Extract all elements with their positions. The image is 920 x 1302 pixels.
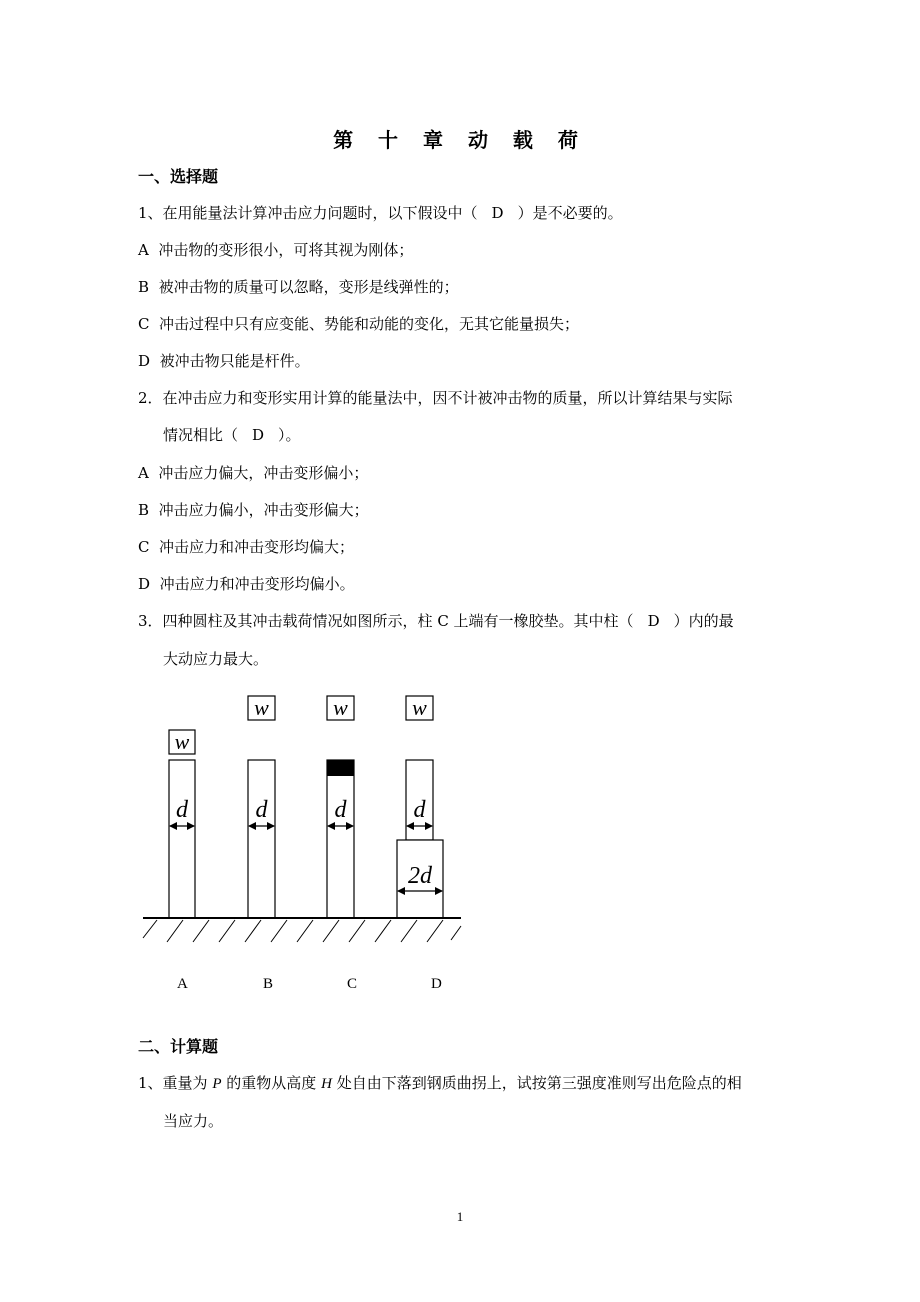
calc-question-1-line2: 当应力。: [163, 1112, 224, 1130]
section-heading-calculation: 二、计算题: [138, 1037, 219, 1056]
column-b: [248, 695, 275, 918]
question-2-pre: 情况相比（: [163, 426, 239, 444]
weight-label-b: w: [254, 695, 269, 720]
calc-q1-mid: 的重物从高度: [226, 1074, 317, 1092]
question-1-pre: 1、在用能量法计算冲击应力问题时，以下假设中（: [138, 204, 478, 222]
question-1-post: ）是不必要的。: [517, 204, 623, 222]
question-2-post: ）。: [278, 426, 301, 444]
question-1: [138, 203, 623, 223]
q1-option-a-letter: A: [138, 241, 149, 259]
question-1-answer: D: [491, 204, 504, 222]
q1-option-d: [138, 351, 310, 371]
q1-option-d-text: 被冲击物只能是杆件。: [159, 352, 310, 370]
weight-label-d: w: [412, 695, 427, 720]
impact-columns-figure: [135, 688, 465, 948]
page-number: 1: [456, 1209, 464, 1224]
calc-question-1-line1: [138, 1073, 742, 1094]
calc-q1-var-p: P: [212, 1076, 222, 1092]
diameter-label-a: d: [176, 797, 188, 823]
q1-option-b: [138, 277, 459, 297]
q1-option-c-text: 冲击过程中只有应变能、势能和动能的变化，无其它能量损失；: [159, 315, 580, 333]
column-d: [397, 695, 443, 918]
q2-option-a: [138, 463, 368, 483]
rubber-pad-c: [327, 760, 354, 776]
q2-option-c-text: 冲击应力和冲击变形均偏大；: [159, 538, 355, 556]
column-label-d: D: [431, 976, 442, 992]
q2-option-c-letter: C: [138, 538, 150, 556]
q2-option-a-text: 冲击应力偏大，冲击变形偏小；: [158, 464, 369, 482]
column-a: [169, 729, 195, 918]
column-label-a: A: [177, 976, 188, 992]
q2-option-b-text: 冲击应力偏小，冲击变形偏大；: [158, 501, 369, 519]
question-3-pre: 3．四种圆柱及其冲击载荷情况如图所示，柱 C 上端有一橡胶垫。其中柱（: [138, 612, 634, 630]
question-2-line1: 2．在冲击应力和变形实用计算的能量法中，因不计被冲击物的质量，所以计算结果与实际: [138, 389, 733, 407]
q1-option-a: [138, 240, 413, 260]
q1-option-c-letter: C: [138, 315, 150, 333]
question-2-answer: D: [252, 426, 265, 444]
calc-q1-post: 处自由下落到钢质曲拐上，试按第三强度准则写出危险点的相: [336, 1074, 742, 1092]
calc-q1-pre: 1、重量为: [138, 1074, 208, 1092]
q1-option-b-text: 被冲击物的质量可以忽略，变形是线弹性的；: [158, 278, 459, 296]
q1-option-c: [138, 314, 579, 334]
diameter-label-d: d: [413, 797, 426, 823]
q1-option-a-text: 冲击物的变形很小，可将其视为刚体；: [158, 241, 414, 259]
column-body-c: [327, 760, 354, 918]
question-2-line2: [163, 425, 301, 445]
weight-label-a: w: [174, 729, 190, 754]
question-3-line1: [138, 611, 734, 631]
q2-option-b-letter: B: [138, 501, 150, 519]
question-3-post: ）内的最: [673, 612, 734, 630]
calc-q1-var-h: H: [321, 1076, 332, 1092]
q1-option-d-letter: D: [138, 352, 151, 370]
column-body-a: [169, 760, 195, 918]
q2-option-d: [138, 574, 355, 594]
column-label-c: C: [347, 976, 358, 992]
q2-option-d-letter: D: [138, 575, 151, 593]
section-heading-choice: 一、选择题: [138, 167, 219, 186]
ground-hatching: [143, 920, 461, 942]
diameter-label-b: d: [255, 797, 268, 823]
chapter-title: 第 十 章 动 载 荷: [333, 128, 587, 152]
column-c: [327, 695, 354, 918]
column-body-b: [248, 760, 275, 918]
q2-option-d-text: 冲击应力和冲击变形均偏小。: [159, 575, 355, 593]
q2-option-b: [138, 500, 369, 520]
weight-label-c: w: [333, 695, 348, 720]
diameter-label-c: d: [334, 797, 347, 823]
column-label-b: B: [263, 976, 274, 992]
q2-option-a-letter: A: [138, 464, 149, 482]
q1-option-b-letter: B: [138, 278, 150, 296]
question-3-line2: 大动应力最大。: [163, 650, 269, 668]
q2-option-c: [138, 537, 354, 557]
question-3-answer: D: [647, 612, 660, 630]
double-diameter-label-d: 2d: [408, 863, 432, 889]
